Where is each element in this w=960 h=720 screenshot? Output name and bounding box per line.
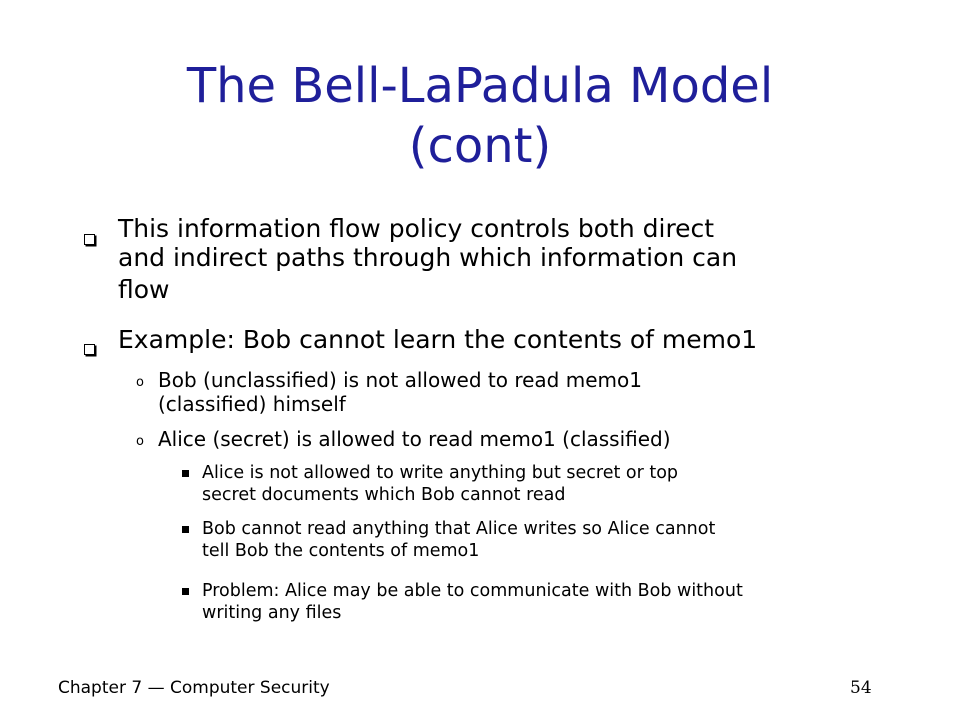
bullet-line: secret documents which Bob cannot read [202,485,566,505]
sub-bullet-text: Alice (secret) is allowed to read memo1 (classified) [158,427,671,451]
sub-sub-bullet-text [202,462,922,506]
square-bullet-icon [182,526,189,533]
bullet-line: Bob (unclassified) is not allowed to read memo1 [158,368,642,392]
slide-title [60,56,900,176]
bullet-line: writing any files [202,603,342,623]
bullet-line: (classified) himself [158,392,346,416]
bullet-line: and indirect paths through which information can [118,243,738,272]
footer-chapter: Chapter 7 — Computer Security [58,678,330,698]
bullet-line: Alice is not allowed to write anything but secret or top [202,463,679,483]
square-bullet-icon [182,470,189,477]
bullet-line: tell Bob the contents of memo1 [202,541,480,561]
sub-sub-bullet-text [202,580,922,624]
square-bullet-icon [182,588,189,595]
title-line-1: The Bell-LaPadula Model [186,58,774,114]
box-bullet-icon [84,234,95,245]
bullet-line: flow [118,275,170,304]
bullet-line: This information flow policy controls both direct [118,214,715,243]
box-bullet-icon [84,344,95,355]
bullet-text [118,214,918,304]
sub-bullet-text [158,368,918,416]
bullet-text: Example: Bob cannot learn the contents of memo1 [118,325,758,354]
circle-bullet-icon: o [136,375,144,390]
page-number: 54 [850,678,872,698]
circle-bullet-icon: o [136,434,144,449]
bullet-line: Problem: Alice may be able to communicate with Bob without [202,581,743,601]
bullet-line: Bob cannot read anything that Alice writes so Alice cannot [202,519,716,539]
title-line-2: (cont) [408,118,552,174]
sub-sub-bullet-text [202,518,922,562]
